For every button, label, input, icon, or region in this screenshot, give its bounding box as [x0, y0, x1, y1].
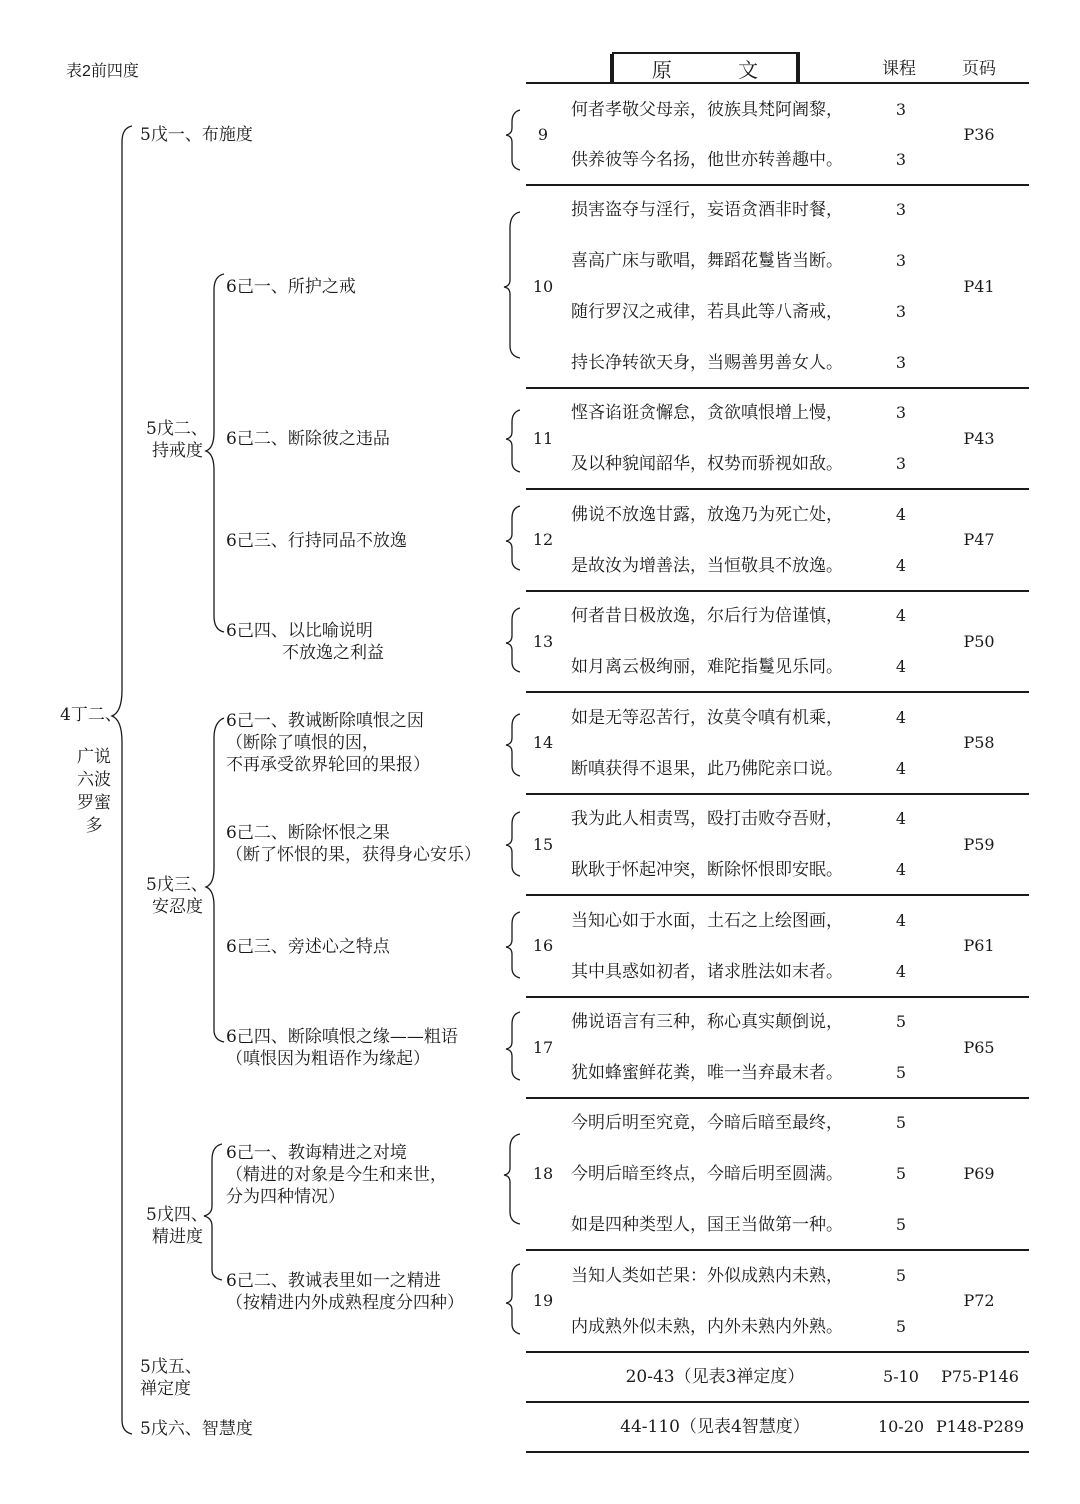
verse-course: 5	[895, 1113, 907, 1133]
verse-line: 耿耿于怀起冲突，断除怀恨即安眠。	[571, 859, 843, 880]
verse-line: 其中具惑如初者，诸求胜法如末者。	[571, 961, 843, 982]
verse-line: 悭吝谄诳贪懈怠，贪欲嗔恨增上慢，	[571, 403, 843, 424]
outline-label-line: 6己一、教诲精进之对境	[226, 1143, 407, 1163]
outline-label-line: 禅定度	[140, 1379, 191, 1399]
verse-line: 如是四种类型人，国王当做第一种。	[571, 1214, 843, 1235]
root-title-line: 六波	[77, 770, 111, 790]
outline-l6-anger-cause	[226, 710, 430, 776]
row-divider	[526, 1451, 1029, 1453]
verse-course: 4	[895, 504, 907, 524]
outline-root-title	[74, 746, 114, 838]
verse-line: 今明后明至究竟，今暗后暗至最终，	[571, 1113, 843, 1134]
verse-line: 持长净转欲天身，当赐善男善女人。	[571, 352, 843, 373]
verse-course: 3	[895, 150, 907, 169]
outline-label-line: 5戊二、	[146, 419, 208, 439]
verse-page: P72	[963, 1291, 995, 1310]
verse-course: 5	[895, 1164, 907, 1183]
row-divider	[526, 691, 1029, 693]
verse-line: 当知心如于水面，土石之上绘图画，	[571, 910, 843, 931]
verse-page: P69	[963, 1164, 995, 1183]
outline-label-line: 6己四、断除嗔恨之缘——粗语	[226, 1027, 458, 1047]
row-divider	[526, 1401, 1029, 1403]
verse-page: P36	[963, 125, 995, 144]
verse-line: 如月离云极绚丽，难陀指鬘见乐同。	[571, 656, 843, 677]
verse-course: 4	[895, 961, 907, 981]
verse-number: 13	[532, 631, 554, 651]
outline-label-line: （精进的对象是今生和来世，	[226, 1165, 447, 1185]
verse-course: 5	[895, 1214, 907, 1234]
course-column-header: 课程	[882, 59, 916, 79]
row-divider	[526, 590, 1029, 592]
outline-l6-diligence-object	[226, 1142, 447, 1208]
outline-l6-mind-traits: 6己三、旁述心之特点	[226, 937, 390, 957]
verse-line: 何者孝敬父母亲，彼族具梵阿阇黎，	[571, 100, 843, 120]
outline-label-line: 5戊四、	[146, 1205, 208, 1225]
verse-course: 4	[895, 707, 907, 727]
verse-course: 4	[895, 910, 907, 930]
outline-l5-meditation	[140, 1356, 202, 1400]
outline-label-line: 安忍度	[152, 897, 203, 917]
verse-line: 及以种貌闻韶华，权势而骄视如敌。	[571, 453, 843, 474]
summary-page: P75-P146	[941, 1367, 1019, 1386]
outline-label-line: 分为四种情况）	[226, 1187, 345, 1207]
verse-line: 如是无等忍苦行，汝莫令嗔有机乘，	[571, 707, 843, 728]
outline-label-line: 6己四、以比喻说明	[226, 621, 373, 641]
outline-label-line: 6己二、断除怀恨之果	[226, 823, 390, 843]
summary-text: 20-43（见表3禅定度）	[625, 1367, 805, 1387]
verse-course: 4	[895, 555, 907, 575]
row-divider	[526, 793, 1029, 795]
row-divider	[526, 184, 1029, 186]
verse-line: 喜高广床与歌唱，舞蹈花鬘皆当断。	[571, 251, 843, 272]
outline-l6-harsh-speech	[226, 1026, 458, 1070]
outline-l6-heedfulness: 6己三、行持同品不放逸	[226, 531, 407, 551]
outline-l6-resentment	[226, 822, 481, 866]
original-text-title-label: 原 文	[651, 58, 789, 82]
row-divider	[526, 1097, 1029, 1099]
verse-page: P59	[963, 834, 995, 854]
outline-label-line: 精进度	[152, 1227, 203, 1247]
verse-course: 5	[895, 1062, 907, 1082]
outline-label-line: （断了怀恨的果，获得身心安乐）	[226, 845, 481, 865]
verse-line: 今明后暗至终点，今暗后明至圆满。	[571, 1164, 843, 1184]
verse-page: P43	[963, 428, 995, 448]
outline-l6-metaphor	[226, 620, 384, 664]
verse-course: 3	[895, 352, 907, 372]
summary-course: 10-20	[877, 1417, 925, 1436]
outline-label-line: （按精进内外成熟程度分四种）	[226, 1293, 464, 1313]
verse-page: P47	[963, 530, 995, 549]
verse-number: 10	[532, 276, 554, 296]
verse-line: 何者昔日极放逸，尔后行为倍谨慎，	[571, 606, 843, 627]
verse-line: 佛说语言有三种，称心真实颠倒说，	[571, 1012, 843, 1033]
summary-text: 44-110（见表4智慧度）	[620, 1417, 810, 1437]
table-title: 表2前四度	[66, 63, 139, 80]
verse-course: 4	[895, 809, 907, 829]
verse-page: P50	[963, 631, 995, 651]
verse-line: 断嗔获得不退果，此乃佛陀亲口说。	[571, 758, 843, 779]
outline-label-line: 持戒度	[152, 441, 203, 461]
verse-line: 内成熟外似未熟，内外未熟内外熟。	[571, 1316, 843, 1337]
verse-course: 4	[895, 859, 907, 879]
outline-l5-patience	[146, 874, 208, 918]
verse-course: 5	[895, 1265, 907, 1285]
outline-label-line: 6己二、教诫表里如一之精进	[226, 1271, 441, 1291]
outline-l5-diligence	[146, 1204, 208, 1248]
verse-course: 5	[895, 1316, 907, 1336]
outline-label-line: 5戊五、	[140, 1357, 202, 1377]
page-column-header: 页码	[962, 59, 996, 79]
verse-line: 损害盗夺与淫行，妄语贪酒非时餐，	[571, 200, 843, 221]
verse-course: 5	[895, 1012, 907, 1032]
outline-l6-abandon-contraries: 6己二、断除彼之违品	[226, 429, 390, 449]
verse-course: 3	[895, 100, 907, 119]
verse-course: 3	[895, 453, 907, 473]
root-title-line: 罗蜜	[77, 793, 111, 813]
verse-number: 16	[532, 936, 554, 955]
verse-course: 3	[895, 301, 907, 321]
verse-line: 当知人类如芒果：外似成熟内未熟，	[571, 1265, 843, 1286]
outline-label-line: （嗔恨因为粗语作为缘起）	[226, 1049, 430, 1069]
row-divider	[526, 996, 1029, 998]
verse-course: 3	[895, 200, 907, 220]
verse-course: 4	[895, 656, 907, 676]
outline-l5-wisdom: 5戊六、智慧度	[140, 1419, 253, 1439]
outline-label-line: 6己一、教诫断除嗔恨之因	[226, 711, 424, 731]
verse-number: 17	[532, 1037, 554, 1057]
outline-label-line: 不再承受欲界轮回的果报）	[226, 755, 430, 775]
outline-label-line: 不放逸之利益	[282, 643, 384, 663]
verse-course: 4	[895, 606, 907, 626]
verse-course: 4	[895, 758, 907, 778]
outline-l5-discipline	[146, 418, 208, 462]
verse-line: 随行罗汉之戒律，若具此等八斋戒，	[571, 301, 843, 322]
verse-page: P41	[963, 276, 995, 296]
verse-number: 19	[532, 1291, 554, 1310]
verse-line: 佛说不放逸甘露，放逸乃为死亡处，	[571, 504, 843, 525]
verse-course: 3	[895, 403, 907, 423]
summary-page: P148-P289	[935, 1417, 1024, 1436]
outline-label-line: （断除了嗔恨的因，	[226, 733, 379, 753]
row-divider	[526, 387, 1029, 389]
verse-number: 12	[532, 530, 554, 549]
row-divider	[526, 1351, 1029, 1353]
verse-number: 11	[532, 428, 554, 448]
outline-label-line: 5戊三、	[146, 875, 208, 895]
verse-page: P58	[963, 733, 995, 752]
verse-number: 15	[532, 834, 554, 854]
verse-number: 14	[532, 733, 554, 752]
row-divider	[526, 1249, 1029, 1251]
verse-course: 3	[895, 251, 907, 271]
outline-l6-diligence-consistent	[226, 1270, 464, 1314]
summary-course: 5-10	[883, 1367, 919, 1386]
verse-page: P65	[963, 1037, 995, 1057]
outline-root-label: 4丁二、	[60, 705, 122, 725]
verse-page: P61	[963, 936, 995, 955]
root-title-line: 多	[85, 816, 103, 836]
verse-line: 我为此人相责骂，殴打击败夺吾财，	[571, 809, 843, 830]
verse-line: 是故汝为增善法，当恒敬具不放逸。	[571, 555, 843, 576]
row-divider	[526, 894, 1029, 896]
verse-number: 18	[532, 1164, 554, 1183]
verse-number: 9	[537, 125, 549, 144]
outline-l6-protected-precepts: 6己一、所护之戒	[226, 277, 356, 297]
row-divider	[526, 488, 1029, 490]
verse-line: 犹如蜂蜜鲜花粪，唯一当弃最末者。	[571, 1062, 843, 1083]
verse-line: 供养彼等今名扬，他世亦转善趣中。	[571, 150, 843, 170]
root-title-line: 广说	[77, 747, 111, 767]
outline-l5-generosity: 5戊一、布施度	[140, 125, 253, 145]
